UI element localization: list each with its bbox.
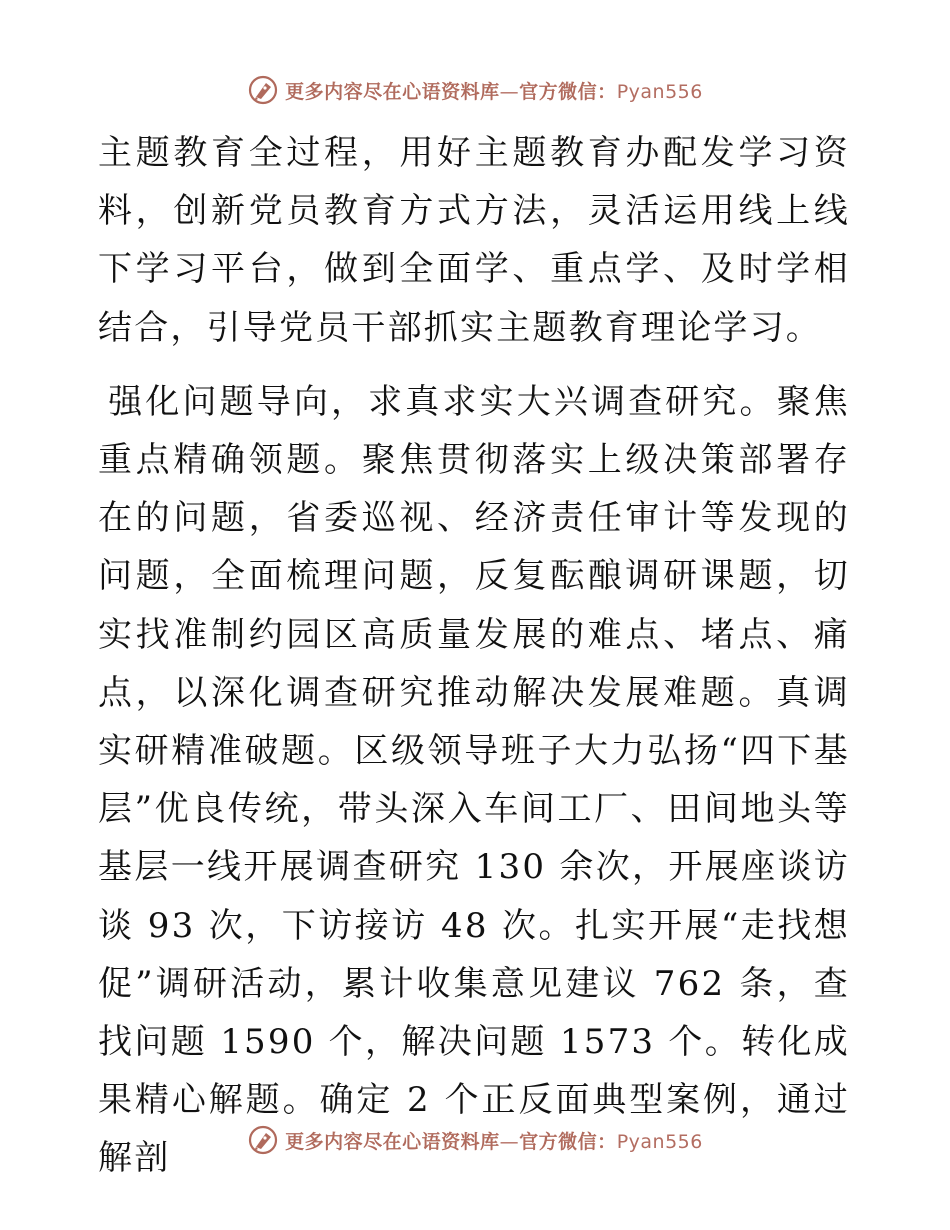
pen-nib-logo-icon [247,74,279,106]
paragraph-2: 强化问题导向，求真求实大兴调查研究。聚焦重点精确领题。聚焦贯彻落实上级决策部署存在的问题，省委巡视、经济责任审计等发现的问题，全面梳理问题，反复酝酿调研课题，切实找准制约园区高质量发展的难点、堵点、痛点，以深化调查研究推动解决发展难题。真调实研精准破题。区级领导班子大力弘扬“四下基层”优良传统，带头深入车间工厂、田间地头等基层一线开展调查研究 130 余次，开展座谈访谈 93 次，下访接访 48 次。扎实开展“走找想促”调研活动，累计收集意见建议 762 条，查找问题 1590 个，解决问题 1573 个。转化成果精心解题。确定 2 个正反面典型案例，通过解剖 [98,381,850,1179]
footer-banner [0,1122,950,1158]
footer-wechat-id: Pyan556 [616,1130,703,1153]
header-banner [0,72,950,108]
footer-brand-text [285,1127,703,1154]
header-wechat-id: Pyan556 [616,80,703,103]
header-brand-text [285,77,703,104]
document-body [98,124,850,1188]
header-separator: — [499,80,520,103]
footer-separator: — [499,1130,520,1153]
header-wechat-label: 官方微信： [519,80,617,103]
pen-nib-logo-icon [247,1124,279,1156]
paragraph-1: 主题教育全过程，用好主题教育办配发学习资料，创新党员教育方式方法，灵活运用线上线下学习平台，做到全面学、重点学、及时学相结合，引导党员干部抓实主题教育理论学习。 [98,133,850,348]
footer-brand: 更多内容尽在心语资料库 [285,1130,500,1153]
footer-wechat-label: 官方微信： [519,1130,617,1153]
header-brand: 更多内容尽在心语资料库 [285,80,500,103]
